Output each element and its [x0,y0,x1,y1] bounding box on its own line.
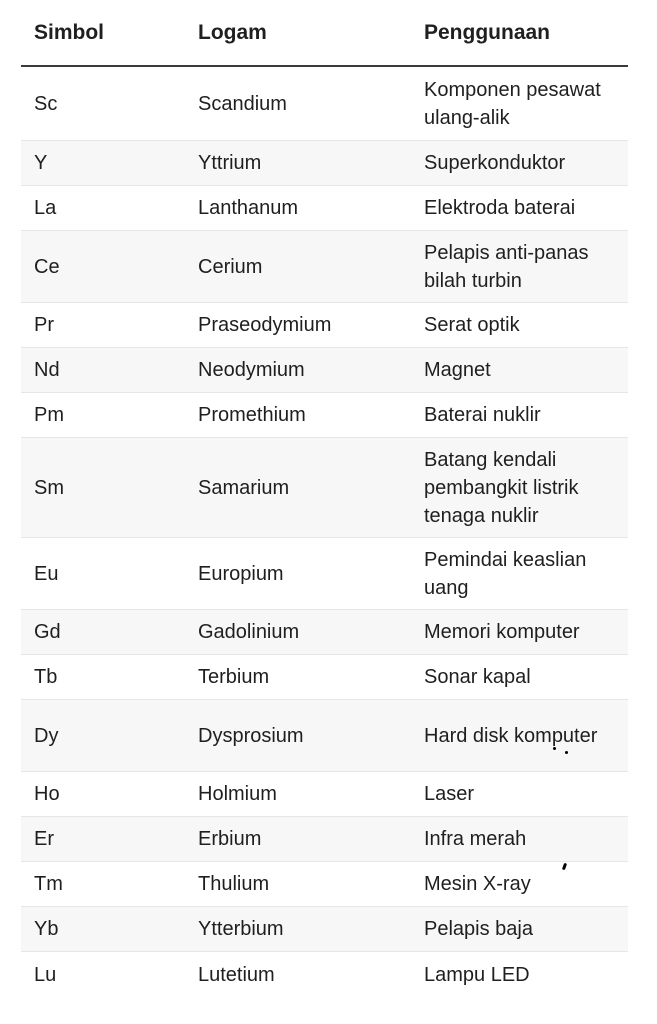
cell-metal: Thulium [198,873,270,895]
cell-symbol: La [34,197,57,219]
cell-symbol: Er [34,828,54,850]
cell-symbol: Ce [34,255,60,278]
cell-metal: Scandium [198,92,287,115]
table-row [21,141,628,186]
cell-metal: Ytterbium [198,918,284,940]
cell-usage: Lampu LED [424,963,530,986]
cell-symbol: Dy [34,724,59,747]
cell-symbol: Tb [34,666,58,688]
cell-metal: Gadolinium [198,621,300,643]
cell-metal: Europium [198,562,284,585]
cell-usage: Baterai nuklir [424,404,541,426]
cell-usage: Laser [424,783,475,805]
cell-metal: Neodymium [198,359,305,381]
table-header [21,0,628,67]
rare-earth-table [21,0,628,997]
cell-usage: Mesin X-ray [424,873,531,895]
table-row [21,700,628,772]
cell-metal: Holmium [198,783,277,805]
cell-symbol: Eu [34,562,59,585]
table-row [21,862,628,907]
table-row [21,817,628,862]
cell-metal: Cerium [198,255,263,278]
stray-speck [565,751,568,754]
cell-symbol: Tm [34,873,63,895]
table-row [21,348,628,393]
table-row [21,438,628,538]
table-row [21,231,628,303]
table-row [21,186,628,231]
header-metal: Logam [198,20,267,44]
cell-symbol: Gd [34,621,61,643]
table-row [21,907,628,952]
cell-symbol: Sm [34,476,64,499]
cell-usage: Memori komputer [424,621,580,643]
stray-speck [553,747,556,750]
cell-usage: Batang kendali pembangkit listrik tenaga nuklir [424,448,579,527]
table-row [21,952,628,997]
cell-symbol: Lu [34,963,57,986]
table-row [21,538,628,610]
cell-metal: Erbium [198,828,262,850]
cell-symbol: Pr [34,314,54,336]
cell-usage: Infra merah [424,828,527,850]
table-row [21,772,628,817]
cell-metal: Samarium [198,476,290,499]
cell-metal: Dysprosium [198,724,304,747]
cell-metal: Promethium [198,404,306,426]
cell-metal: Terbium [198,666,270,688]
cell-usage: Komponen pesawat ulang-alik [424,78,601,129]
cell-symbol: Yb [34,918,59,940]
table-row [21,655,628,700]
cell-metal: Yttrium [198,152,262,174]
cell-metal: Lanthanum [198,197,299,219]
table-row [21,303,628,348]
cell-usage: Serat optik [424,314,520,336]
cell-symbol: Pm [34,404,64,426]
cell-usage: Superkonduktor [424,152,566,174]
cell-usage: Pemindai keaslian uang [424,548,587,599]
cell-metal: Praseodymium [198,314,332,336]
cell-usage: Pelapis baja [424,918,533,940]
cell-usage: Pelapis anti-panas bilah turbin [424,241,589,292]
header-usage: Penggunaan [424,20,551,44]
cell-usage: Magnet [424,359,491,381]
cell-usage: Hard disk komputer [424,724,598,747]
table-row [21,393,628,438]
table-row [21,610,628,655]
cell-usage: Sonar kapal [424,666,531,688]
cell-symbol: Ho [34,783,60,805]
header-symbol: Simbol [34,20,105,44]
cell-symbol: Nd [34,359,60,381]
cell-symbol: Y [34,152,48,174]
cell-symbol: Sc [34,92,58,115]
table-row [21,67,628,141]
cell-usage: Elektroda baterai [424,197,576,219]
cell-metal: Lutetium [198,963,275,986]
